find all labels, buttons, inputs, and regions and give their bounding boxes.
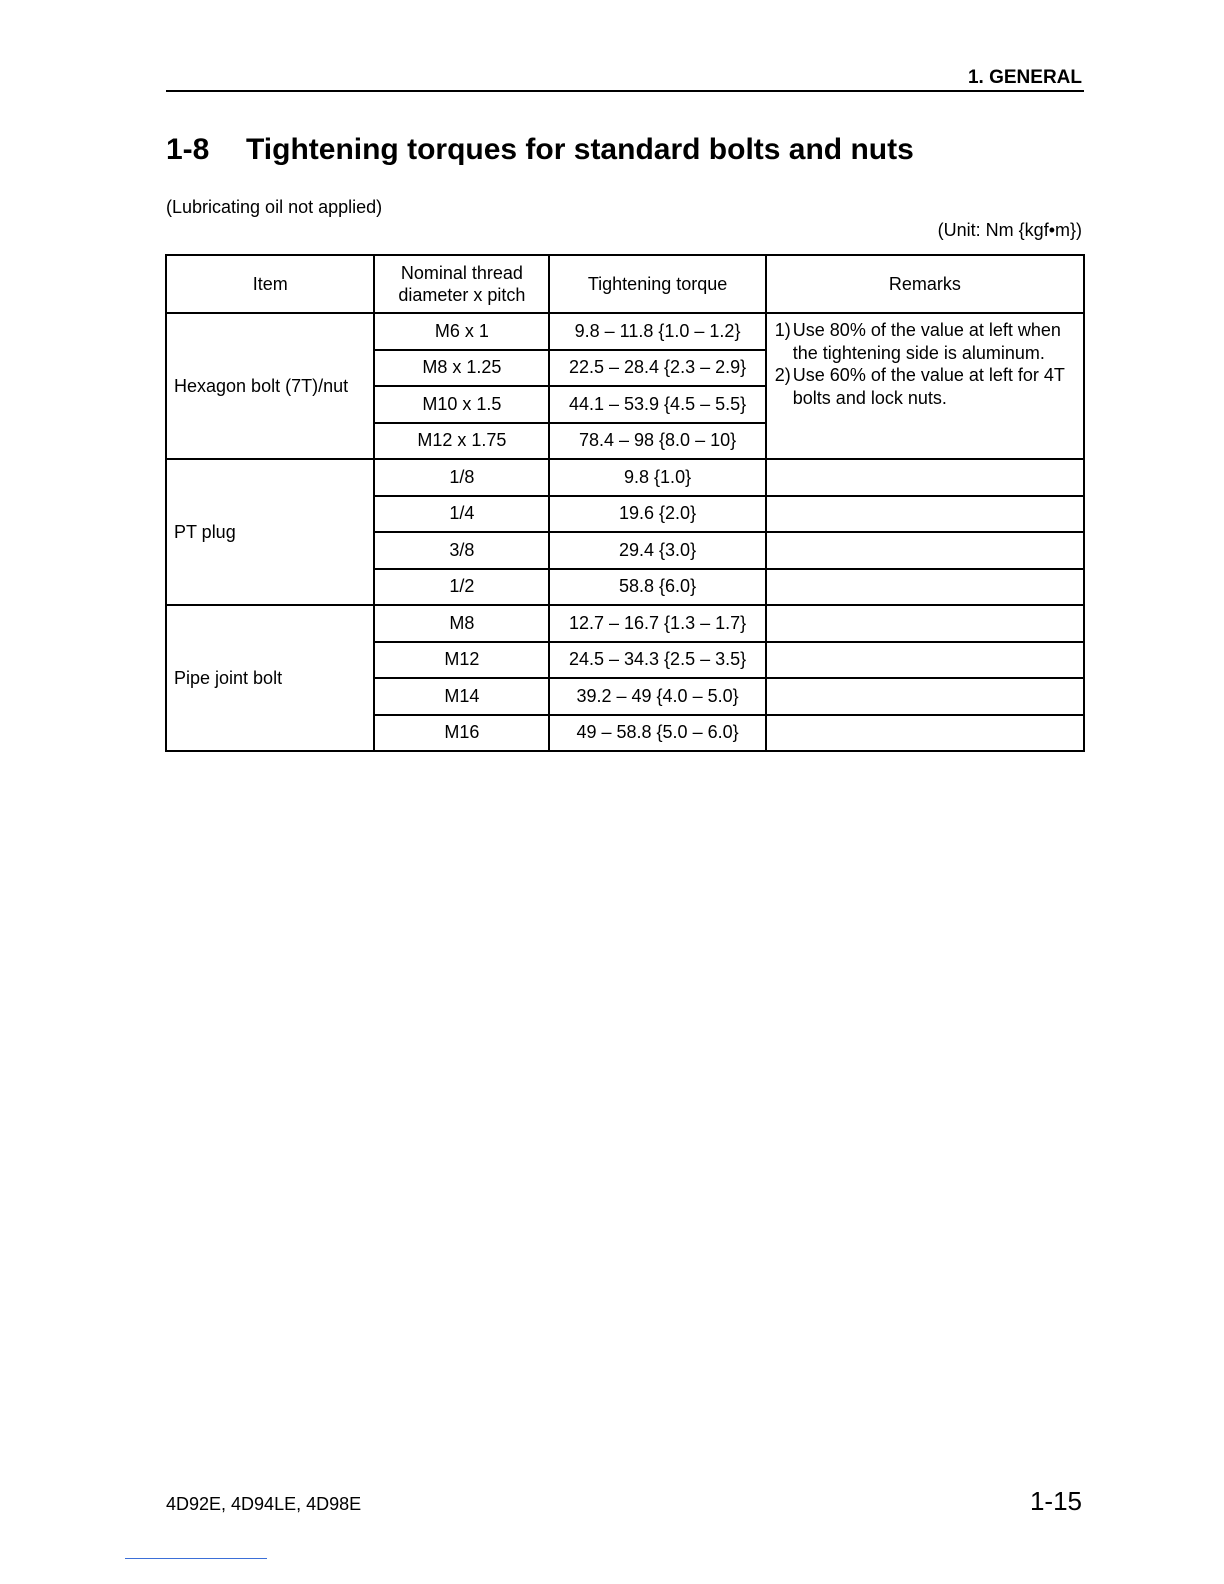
section-number: 1-8 (166, 133, 210, 166)
remarks-cell-empty (766, 605, 1084, 642)
thread-cell: M10 x 1.5 (374, 386, 549, 423)
table-header-row (166, 255, 1084, 313)
thread-cell: 1/2 (374, 569, 549, 606)
item-cell: PT plug (166, 459, 374, 605)
header-torque: Tightening torque (549, 255, 765, 313)
torque-cell: 9.8 {1.0} (549, 459, 765, 496)
remarks-cell (766, 313, 1084, 459)
torque-cell: 9.8 – 11.8 {1.0 – 1.2} (549, 313, 765, 350)
page-number: 1-15 (1029, 1486, 1082, 1516)
remark-text: Use 60% of the value at left for 4T bolts and lock nuts. (792, 365, 1065, 408)
header-thread-text: Nominal thread diameter x pitch (398, 263, 526, 305)
torque-cell: 78.4 – 98 {8.0 – 10} (549, 423, 765, 460)
remarks-cell-empty (766, 569, 1084, 606)
thread-cell: 3/8 (374, 532, 549, 569)
torque-cell: 44.1 – 53.9 {4.5 – 5.5} (549, 386, 765, 423)
table-row (166, 459, 1084, 496)
thread-cell: M12 (374, 642, 549, 679)
header-item: Item (166, 255, 374, 313)
thread-cell: M14 (374, 678, 549, 715)
header-remarks: Remarks (766, 255, 1084, 313)
torque-cell: 12.7 – 16.7 {1.3 – 1.7} (549, 605, 765, 642)
table-row (166, 605, 1084, 642)
bottom-divider (125, 1558, 267, 1559)
item-cell: Pipe joint bolt (166, 605, 374, 751)
table-row (166, 313, 1084, 350)
thread-cell: 1/4 (374, 496, 549, 533)
remarks-cell-empty (766, 532, 1084, 569)
unit-note: (Unit: Nm {kgf•m}) (937, 220, 1082, 240)
section-title-text: Tightening torques for standard bolts and nuts (246, 133, 914, 166)
torque-cell: 39.2 – 49 {4.0 – 5.0} (549, 678, 765, 715)
footer-models: 4D92E, 4D94LE, 4D98E (166, 1494, 362, 1514)
torque-cell: 24.5 – 34.3 {2.5 – 3.5} (549, 642, 765, 679)
torque-cell: 22.5 – 28.4 {2.3 – 2.9} (549, 350, 765, 387)
thread-cell: M8 (374, 605, 549, 642)
header-thread (374, 255, 549, 313)
item-cell: Hexagon bolt (7T)/nut (166, 313, 374, 459)
torque-cell: 49 – 58.8 {5.0 – 6.0} (549, 715, 765, 752)
remark-2 (775, 364, 1077, 409)
torque-cell: 58.8 {6.0} (549, 569, 765, 606)
remarks-cell-empty (766, 496, 1084, 533)
section-title (166, 133, 914, 167)
remarks-cell-empty (766, 642, 1084, 679)
remarks-cell-empty (766, 459, 1084, 496)
header-divider (166, 90, 1084, 92)
remark-number: 2) (774, 365, 791, 385)
chapter-heading: 1. GENERAL (967, 67, 1082, 88)
thread-cell: M6 x 1 (374, 313, 549, 350)
remarks-cell-empty (766, 715, 1084, 752)
lubrication-note: (Lubricating oil not applied) (166, 197, 383, 217)
thread-cell: M8 x 1.25 (374, 350, 549, 387)
remarks-cell-empty (766, 678, 1084, 715)
remark-text: Use 80% of the value at left when the tightening side is aluminum. (792, 320, 1061, 363)
thread-cell: M16 (374, 715, 549, 752)
torque-table (165, 254, 1085, 752)
torque-cell: 19.6 {2.0} (549, 496, 765, 533)
remark-number: 1) (774, 320, 791, 340)
thread-cell: M12 x 1.75 (374, 423, 549, 460)
torque-cell: 29.4 {3.0} (549, 532, 765, 569)
thread-cell: 1/8 (374, 459, 549, 496)
remark-1 (775, 319, 1077, 364)
